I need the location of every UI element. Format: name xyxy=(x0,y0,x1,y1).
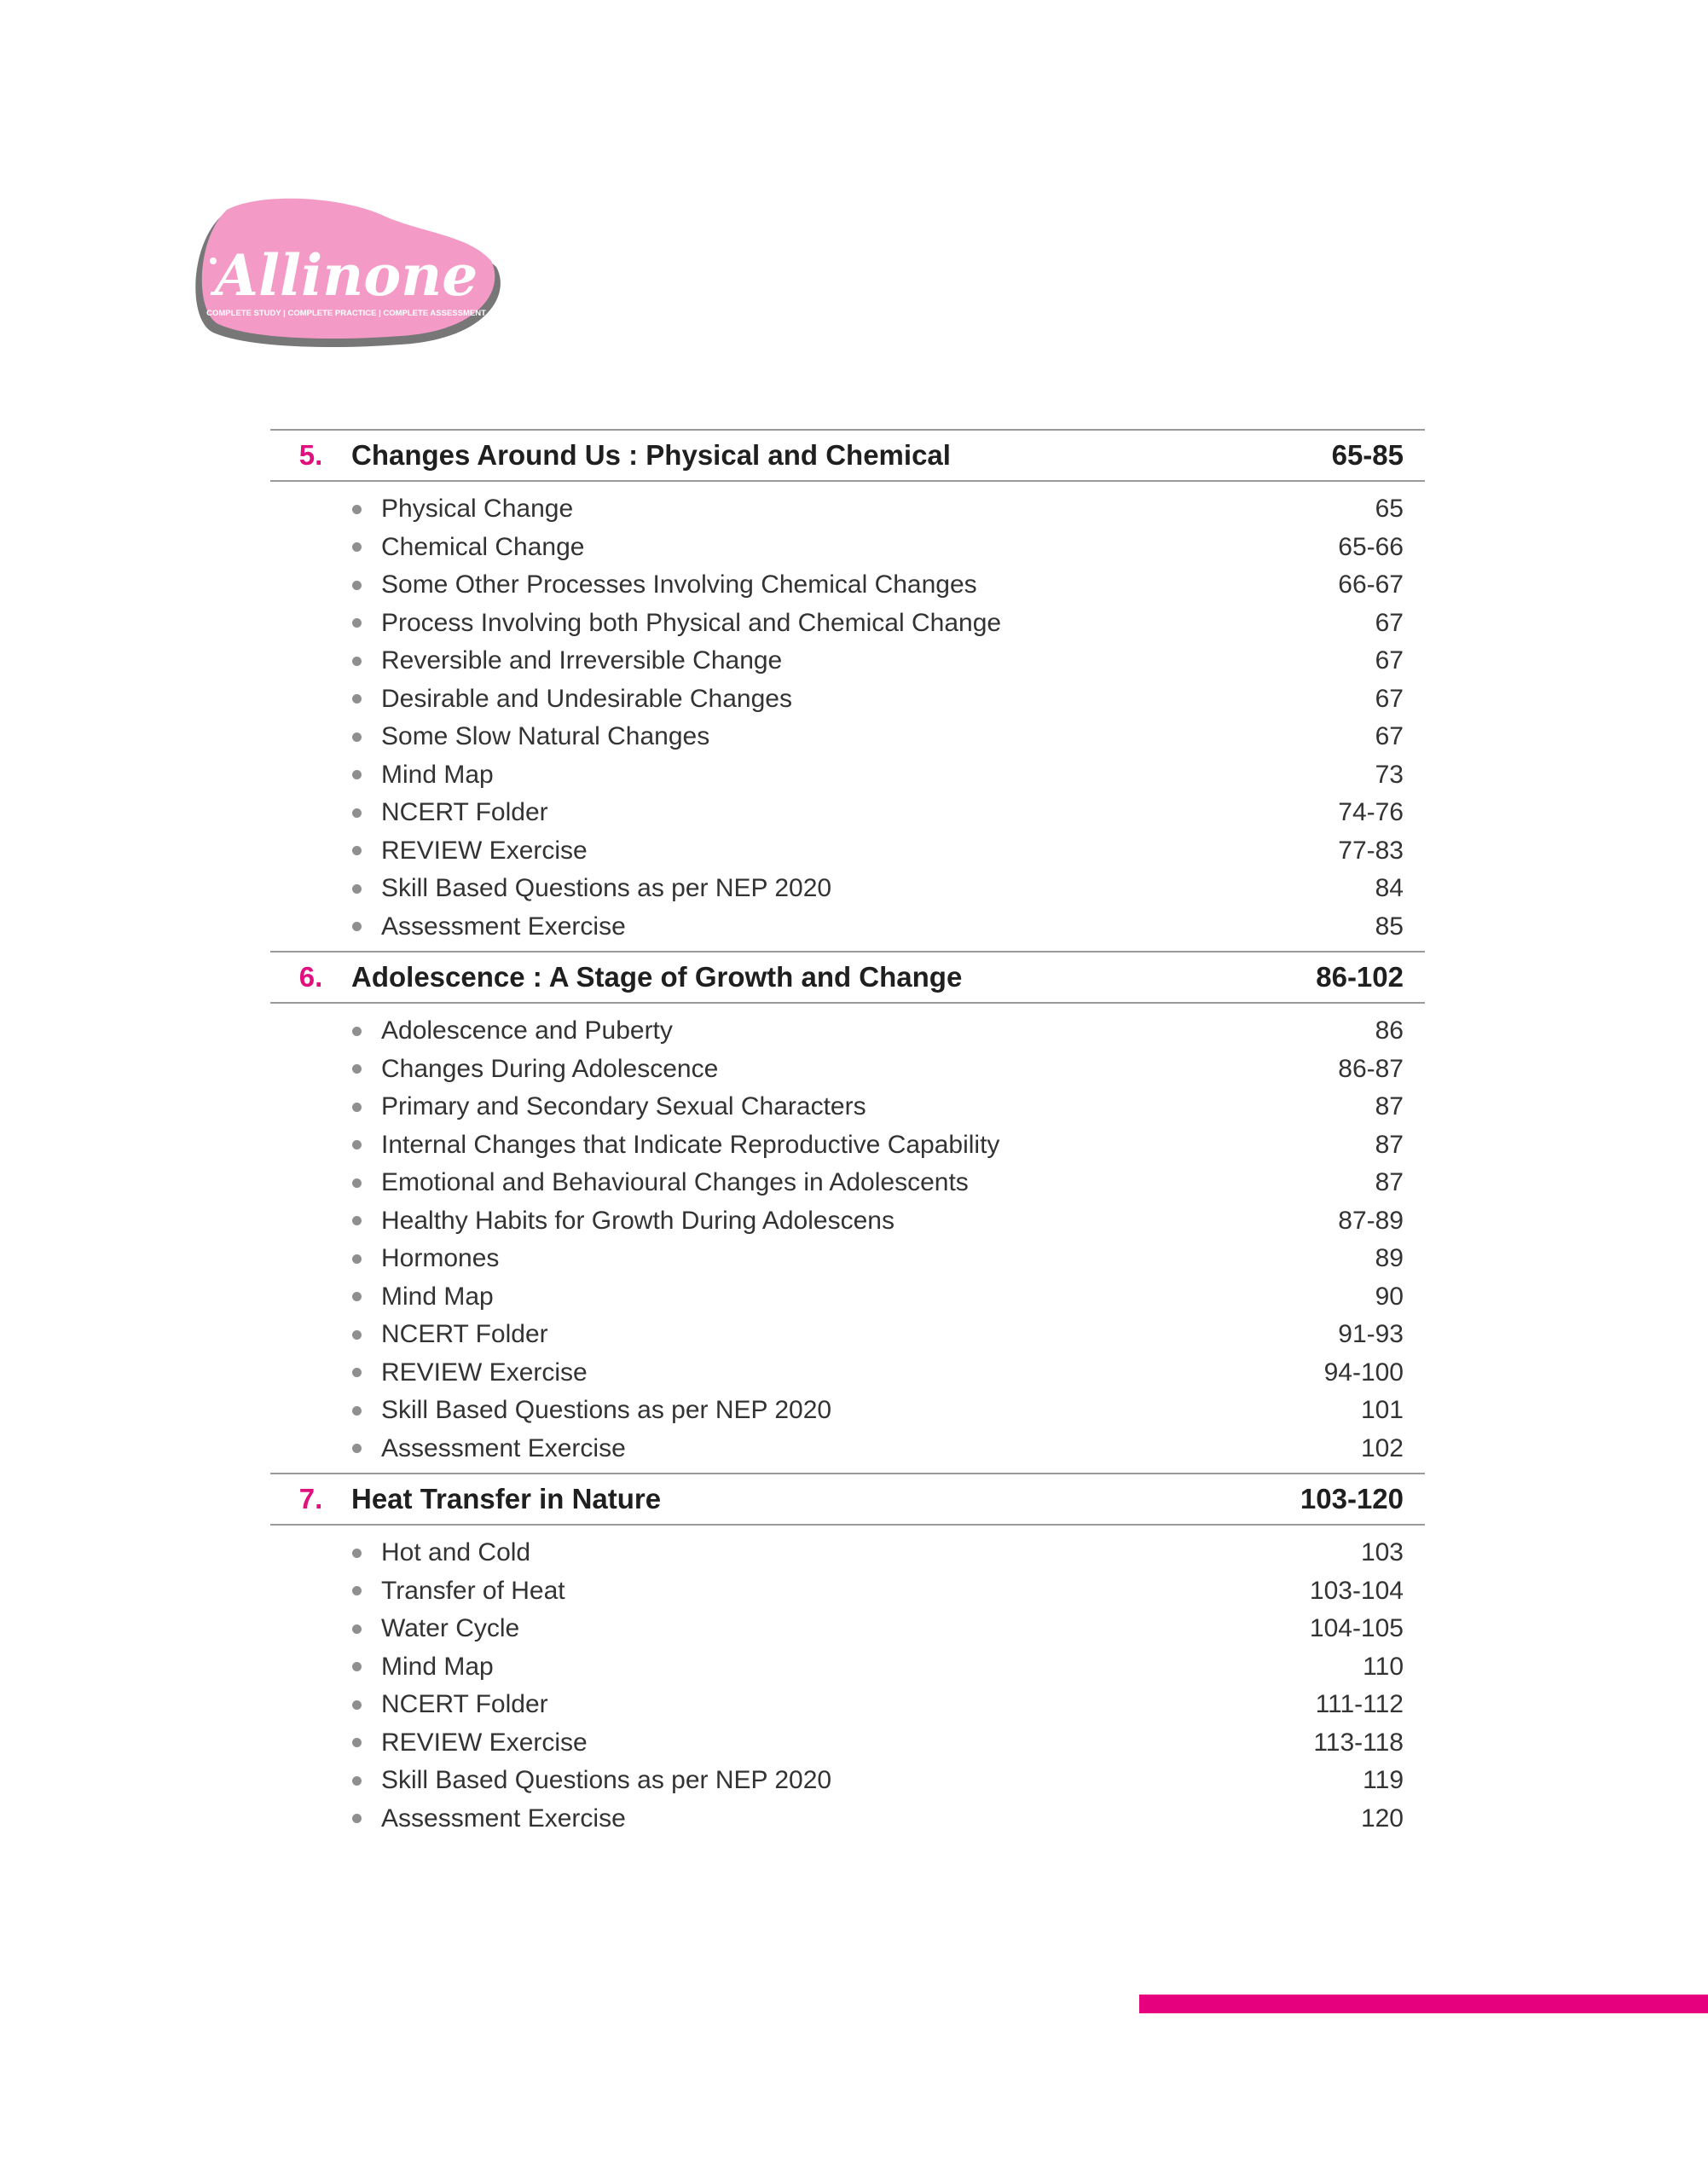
topic-item xyxy=(270,1534,1425,1572)
topic-pages: 119 xyxy=(1363,1766,1404,1795)
topic-label: Hot and Cold xyxy=(381,1538,531,1567)
topic-item xyxy=(270,605,1425,643)
chapter-number: 7. xyxy=(298,1483,323,1514)
topic-label: Assessment Exercise xyxy=(381,1804,626,1833)
topic-item xyxy=(270,642,1425,680)
topic-label: Skill Based Questions as per NEP 2020 xyxy=(381,1396,832,1425)
topic-label: Desirable and Undesirable Changes xyxy=(381,684,792,713)
topic-item xyxy=(270,1724,1425,1763)
topic-label: Physical Change xyxy=(381,495,574,524)
bullet-icon xyxy=(352,1254,362,1264)
topic-pages: 65 xyxy=(1375,495,1404,524)
topic-label: NCERT Folder xyxy=(381,798,548,827)
topic-item xyxy=(270,566,1425,605)
topic-item xyxy=(270,529,1425,567)
topic-pages: 87 xyxy=(1375,1092,1404,1121)
topic-pages: 87-89 xyxy=(1338,1206,1404,1235)
bullet-icon xyxy=(352,1292,362,1301)
chapter-pages: 103-120 xyxy=(1300,1483,1404,1514)
chapter-section xyxy=(270,951,1425,1473)
topic-label: Primary and Secondary Sexual Characters xyxy=(381,1092,866,1121)
chapter-header xyxy=(270,1473,1425,1526)
footer-accent-bar xyxy=(1139,1995,1708,2013)
topic-item xyxy=(270,1051,1425,1089)
topic-pages: 113-118 xyxy=(1313,1728,1404,1757)
bullet-icon xyxy=(352,770,362,779)
topic-item xyxy=(270,1648,1425,1687)
topic-item xyxy=(270,1012,1425,1051)
topic-item xyxy=(270,1202,1425,1241)
topic-pages: 66-67 xyxy=(1338,570,1404,599)
topic-list xyxy=(270,1526,1425,1843)
topic-item xyxy=(270,1686,1425,1724)
topic-item xyxy=(270,1126,1425,1165)
bullet-icon xyxy=(352,1406,362,1416)
topic-item xyxy=(270,1240,1425,1278)
topic-pages: 111-112 xyxy=(1315,1690,1404,1719)
topic-pages: 104-105 xyxy=(1309,1614,1404,1643)
topic-label: Chemical Change xyxy=(381,532,585,561)
bullet-icon xyxy=(352,694,362,704)
topic-pages: 85 xyxy=(1375,912,1404,941)
chapter-header xyxy=(270,951,1425,1004)
topic-label: NCERT Folder xyxy=(381,1690,548,1719)
chapter-number: 5. xyxy=(298,439,323,471)
bullet-icon xyxy=(352,618,362,628)
bullet-icon xyxy=(352,1662,362,1671)
topic-label: Transfer of Heat xyxy=(381,1576,565,1605)
topic-pages: 74-76 xyxy=(1338,798,1404,827)
topic-item xyxy=(270,908,1425,947)
chapter-title: Changes Around Us : Physical and Chemical xyxy=(351,439,951,471)
topic-pages: 120 xyxy=(1360,1804,1404,1833)
bullet-icon xyxy=(352,1738,362,1747)
chapter-section xyxy=(270,1473,1425,1843)
topic-label: Hormones xyxy=(381,1244,500,1273)
bullet-icon xyxy=(352,1776,362,1786)
topic-label: Some Slow Natural Changes xyxy=(381,722,710,751)
topic-label: Assessment Exercise xyxy=(381,1433,626,1462)
topic-pages: 67 xyxy=(1375,608,1404,637)
topic-pages: 67 xyxy=(1375,684,1404,713)
topic-pages: 87 xyxy=(1375,1168,1404,1197)
topic-label: REVIEW Exercise xyxy=(381,836,588,865)
table-of-contents xyxy=(270,429,1425,1843)
bullet-icon xyxy=(352,581,362,590)
logo-tagline: COMPLETE STUDY | COMPLETE PRACTICE | COMPLETE ASSESSMENT xyxy=(206,309,486,318)
topic-label: Water Cycle xyxy=(381,1614,520,1643)
topic-pages: 89 xyxy=(1375,1244,1404,1273)
topic-label: Adolescence and Puberty xyxy=(381,1016,673,1045)
topic-item xyxy=(270,870,1425,908)
topic-label: Skill Based Questions as per NEP 2020 xyxy=(381,1766,832,1795)
topic-item xyxy=(270,1354,1425,1393)
topic-list xyxy=(270,1004,1425,1473)
bullet-icon xyxy=(352,846,362,855)
bullet-icon xyxy=(352,542,362,552)
topic-item xyxy=(270,1800,1425,1838)
topic-item xyxy=(270,1164,1425,1202)
bullet-icon xyxy=(352,1027,362,1036)
topic-item xyxy=(270,794,1425,832)
topic-label: Emotional and Behavioural Changes in Adolescents xyxy=(381,1168,969,1197)
topic-pages: 103 xyxy=(1360,1538,1404,1567)
bullet-icon xyxy=(352,1140,362,1149)
topic-item xyxy=(270,718,1425,756)
logo-brand-text: Allinone xyxy=(214,242,478,309)
topic-label: REVIEW Exercise xyxy=(381,1358,588,1387)
chapter-number: 6. xyxy=(298,961,323,993)
bullet-icon xyxy=(352,1178,362,1188)
chapter-pages: 65-85 xyxy=(1331,439,1404,471)
bullet-icon xyxy=(352,1586,362,1595)
topic-label: Mind Map xyxy=(381,1282,494,1311)
bullet-icon xyxy=(352,1330,362,1340)
topic-pages: 87 xyxy=(1375,1130,1404,1159)
topic-label: Assessment Exercise xyxy=(381,912,626,941)
chapter-section xyxy=(270,429,1425,951)
topic-label: Healthy Habits for Growth During Adolescens xyxy=(381,1206,895,1235)
topic-label: Mind Map xyxy=(381,1652,494,1681)
bullet-icon xyxy=(352,808,362,818)
bullet-icon xyxy=(352,1368,362,1377)
bullet-icon xyxy=(352,884,362,894)
topic-label: Internal Changes that Indicate Reproductive Capability xyxy=(381,1130,1000,1159)
topic-pages: 110 xyxy=(1363,1652,1404,1681)
bullet-icon xyxy=(352,505,362,514)
topic-pages: 67 xyxy=(1375,722,1404,751)
bullet-icon xyxy=(352,1444,362,1453)
topic-pages: 102 xyxy=(1360,1433,1404,1462)
topic-pages: 86 xyxy=(1375,1016,1404,1045)
topic-label: Skill Based Questions as per NEP 2020 xyxy=(381,874,832,903)
topic-pages: 73 xyxy=(1375,760,1404,789)
bullet-icon xyxy=(352,1064,362,1074)
topic-item xyxy=(270,1762,1425,1800)
topic-label: Process Involving both Physical and Chemical Change xyxy=(381,608,1002,637)
topic-item xyxy=(270,1572,1425,1611)
bullet-icon xyxy=(352,657,362,666)
topic-item xyxy=(270,490,1425,529)
topic-label: REVIEW Exercise xyxy=(381,1728,588,1757)
topic-item xyxy=(270,1278,1425,1317)
topic-pages: 103-104 xyxy=(1309,1576,1404,1605)
topic-pages: 101 xyxy=(1360,1396,1404,1425)
topic-pages: 77-83 xyxy=(1338,836,1404,865)
topic-label: Some Other Processes Involving Chemical Changes xyxy=(381,570,977,599)
topic-pages: 84 xyxy=(1375,874,1404,903)
topic-pages: 67 xyxy=(1375,646,1404,675)
topic-item xyxy=(270,1316,1425,1354)
chapter-title: Heat Transfer in Nature xyxy=(351,1483,662,1514)
topic-item xyxy=(270,1088,1425,1126)
topic-pages: 90 xyxy=(1375,1282,1404,1311)
topic-item xyxy=(270,756,1425,795)
bullet-icon xyxy=(352,922,362,931)
topic-item xyxy=(270,1430,1425,1468)
chapter-header xyxy=(270,429,1425,482)
topic-pages: 65-66 xyxy=(1338,532,1404,561)
topic-list xyxy=(270,482,1425,951)
bullet-icon xyxy=(352,1549,362,1558)
bullet-icon xyxy=(352,1216,362,1225)
topic-pages: 94-100 xyxy=(1323,1358,1404,1387)
topic-label: Changes During Adolescence xyxy=(381,1054,719,1083)
bullet-icon xyxy=(352,1103,362,1112)
topic-item xyxy=(270,832,1425,871)
brand-logo xyxy=(188,194,503,350)
topic-pages: 86-87 xyxy=(1338,1054,1404,1083)
bullet-icon xyxy=(352,1814,362,1823)
chapter-title: Adolescence : A Stage of Growth and Change xyxy=(351,961,963,993)
bullet-icon xyxy=(352,732,362,742)
topic-item xyxy=(270,1392,1425,1430)
chapter-pages: 86-102 xyxy=(1316,961,1404,993)
topic-label: NCERT Folder xyxy=(381,1320,548,1349)
topic-item xyxy=(270,1610,1425,1648)
topic-label: Reversible and Irreversible Change xyxy=(381,646,783,675)
bullet-icon xyxy=(352,1624,362,1634)
bullet-icon xyxy=(352,1700,362,1710)
topic-item xyxy=(270,680,1425,719)
topic-label: Mind Map xyxy=(381,760,494,789)
topic-pages: 91-93 xyxy=(1338,1320,1404,1349)
